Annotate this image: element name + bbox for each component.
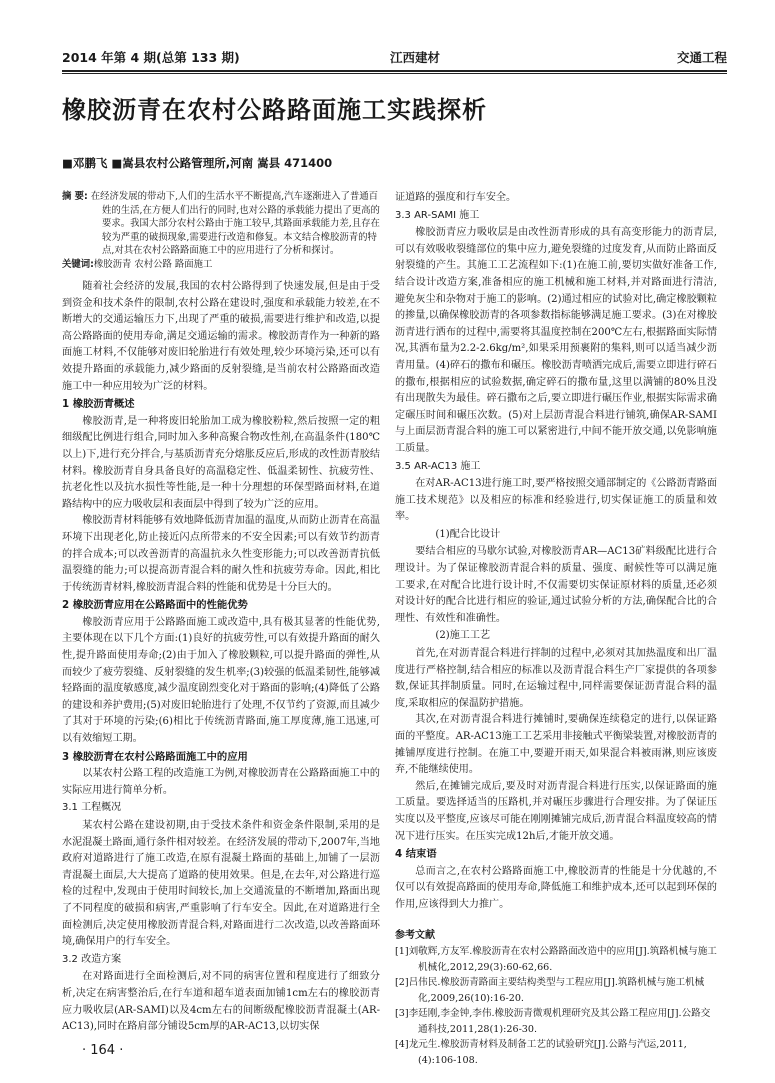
paragraph: 橡胶沥青材料能够有效地降低沥青加温的温度,从而防止沥青在高温环境下出现老化,防止接近闪点所带来的不安全因素;可以有效节约沥青的拌合成本;可以改善沥青的高温抗永久性变形能力;可以改善沥青抗低温裂缝的能力;可以提高沥青混合料的耐久性和抗疲劳寿命。因此,相比于传统沥青材料,橡胶沥青混合料的性能和优势是十分巨大的。 <box>62 515 380 593</box>
keywords: 橡胶沥青 农村公路 路面施工 <box>93 258 213 270</box>
paragraph: 其次,在对沥青混合料进行摊铺时,要确保连续稳定的进行,以保证路面的平整度。AR-AC13施工工艺采用非接触式平衡梁装置,对橡胶沥青的摊铺厚度进行控制。在施工中,要避开雨天,如果混合料被雨淋,则应该废弃,不能继续使用。 <box>395 714 717 776</box>
header-rule-thin <box>62 73 727 74</box>
page-number: · 164 · <box>82 1043 124 1058</box>
paragraph: 橡胶沥青,是一种将废旧轮胎加工成为橡胶粉粒,然后按照一定的粗细级配比例进行组合,同时加入多种高聚合物改性剂,在高温条件(180℃以上)下,进行充分拌合,与基质沥青充分熔胀反应后,形成的改性沥青胶结材料。橡胶沥青自身具备良好的高温稳定性、低温柔韧性、抗疲劳性、抗老化性以及抗水损性等性能,是一种十分理想的环保型路面材料,在道路结构中的应力吸收层和表面层中得到了较为广泛的应用。 <box>62 415 380 510</box>
sub-subsection-heading: (1)配合比设计 <box>435 528 501 540</box>
header-rule <box>62 70 727 72</box>
issue-info: 2014 年第 4 期(总第 133 期) <box>62 50 240 65</box>
subsection-heading-3-2: 3.2 改造方案 <box>62 953 122 965</box>
paragraph: 首先,在对沥青混合料进行拌制的过程中,必须对其加热温度和出厂温度进行严格控制,结合相应的标准以及沥青混合料生产厂家提供的各项参数,保证其拌制质量。同时,在运输过程中,同样需要保证沥青混合料的温度,采取相应的保温防护措施。 <box>395 648 717 709</box>
reference-item: [3]李廷刚,李金钟,李伟.橡胶沥青微观机理研究及其公路工程应用[J].公路交通科技,2011,28(1):26-30. <box>395 1008 711 1035</box>
abstract-text: 在经济发展的带动下,人们的生活水平不断提高,汽车逐渐进入了普通百姓的生活,在方便人们出行的同时,也对公路的承载能力提出了更高的要求。我国大部分农村公路由于施工较早,其路面承载能力差,且存在较为严重的破损现象,需要进行改造和修复。本文结合橡胶沥青的特点,对其在农村公路路面施工中的应用进行了分析和探讨。 <box>90 191 380 256</box>
article-title: 橡胶沥青在农村公路路面施工实践探析 <box>62 96 487 124</box>
left-column <box>62 190 380 1036</box>
references-heading: 参考文献 <box>395 929 435 941</box>
section-heading-3: 3 橡胶沥青在农村公路路面施工中的应用 <box>62 750 248 763</box>
abstract-label: 摘 要: <box>62 191 88 202</box>
reference-item: [1]刘敬辉,方友军.橡胶沥青在农村公路路面改造中的应用[J].筑路机械与施工机械化,2012,29(3):60-62,66. <box>395 946 717 973</box>
running-header <box>62 40 727 66</box>
journal-name: 江西建材 <box>390 50 441 65</box>
section-heading-4: 4 结束语 <box>395 848 437 861</box>
paragraph: 某农村公路在建设初期,由于受技术条件和资金条件限制,采用的是水泥混凝土路面,通行条件相对较差。在经济发展的带动下,2007年,当地政府对道路进行了施工改造,在原有混凝土路面的基础上,加铺了一层沥青混凝土面层,大大提高了道路的使用效果。但是,在去年,对公路进行巡检的过程中,发现由于使用时间较长,加上交通流量的不断增加,路面出现了不同程度的破损和病害,严重影响了行车安全。因此,在对道路进行全面检测后,决定使用橡胶沥青混合料,对路面进行二次改造,以改善路面环境,确保用户的行车安全。 <box>62 820 380 948</box>
author-line: ■邓鹏飞 ■嵩县农村公路管理所,河南 嵩县 471400 <box>62 156 333 170</box>
paragraph: 总而言之,在农村公路路面施工中,橡胶沥青的性能是十分优越的,不仅可以有效提高路面的使用寿命,降低施工和维护成本,还可以起到环保的作用,应该得到大力推广。 <box>395 865 717 910</box>
section-name: 交通工程 <box>676 50 727 65</box>
paragraph: 要结合相应的马歇尔试验,对橡胶沥青AR—AC13矿料级配比进行合理设计。为了保证橡胶沥青混合料的质量、强度、耐候性等可以满足施工要求,在对配合比进行设计时,不仅需要切实保证原材料的质量,还必须对设计好的配合比进行相应的验证,通过试验分析的方法,确保配合比的合理性、有效性和准确性。 <box>395 546 717 624</box>
section-heading-2: 2 橡胶沥青应用在公路路面中的性能优势 <box>62 599 248 612</box>
sub-subsection-heading: (2)施工工艺 <box>435 630 491 642</box>
paragraph: 以某农村公路工程的改造施工为例,对橡胶沥青在公路路面施工中的实际应用进行简单分析。 <box>62 768 380 796</box>
keywords-label: 关键词: <box>62 258 94 270</box>
reference-item: [2]吕伟民.橡胶沥青路面主要结构类型与工程应用[J].筑路机械与施工机械化,2009,26(10):16-20. <box>395 977 705 1004</box>
paragraph: 然后,在摊铺完成后,要及时对沥青混合料进行压实,以保证路面的施工质量。要选择适当的压路机,并对碾压步骤进行合理安排。为了保证压实度以及平整度,应该尽可能在刚刚摊铺完成后,沥青混合料温度较高的情况下进行压实。在压实完成12h后,才能开放交通。 <box>395 780 717 842</box>
right-column <box>395 190 717 1068</box>
intro-paragraph: 随着社会经济的发展,我国的农村公路得到了快速发展,但是由于受到资金和技术条件的限制,农村公路在建设时,强度和承载能力较差,在不断增大的交通运输压力下,出现了严重的破损,需要进行维护和改造,以提高公路路面的使用寿命,满足交通运输的需求。橡胶沥青作为一种新的路面施工材料,不仅能够对废旧轮胎进行有效处理,较少环境污染,还可以有效提升路面的承载能力,减少路面的反射裂缝,是当前农村公路路面改造施工中一种应用较为广泛的材料。 <box>62 281 380 392</box>
paragraph: 橡胶沥青应力吸收层是由改性沥青形成的具有高变形能力的沥青层,可以有效吸收裂缝部位的集中应力,避免裂缝的过度发育,从而防止路面反射裂缝的产生。其施工工艺流程如下:(1)在施工前,要切实做好准备工作,结合设计改造方案,准备相应的施工机械和施工材料,并对路面进行清洁,避免灰尘和杂物对于施工的影响。(2)通过相应的试验对比,确定橡胶颗粒的掺量,以确保橡胶沥青的各项参数指标能够满足施工要求。(3)在对橡胶沥青进行洒布的过程中,需要将其温度控制在200℃左右,根据路面实际情况,其洒布量为2.2-2.6kg/m²,如果采用预裹附的集料,则可以适当减少沥青用量。(4)碎石的撒布和碾压。橡胶沥青喷洒完成后,需要立即进行碎石的撒布,根据相应的试验数据,确定碎石的撒布量,这里以满铺的80%且没有出现散失为最佳。碎石撒布之后,要立即进行碾压作业,根据实际需求确定碾压时间和碾压次数。(5)对上层沥青混合料进行铺筑,确保AR-SAMI与上面层沥青混合料的施工可以紧密进行,中间不能开放交通,以免影响施工质量。 <box>395 227 717 454</box>
subsection-heading-3-3: 3.3 AR-SAMI 施工 <box>395 209 480 221</box>
subsection-heading-3-5: 3.5 AR-AC13 施工 <box>395 460 481 472</box>
section-heading-1: 1 橡胶沥青概述 <box>62 398 135 411</box>
reference-item: [4]龙元生.橡胶沥青材料及制备工艺的试验研究[J].公路与汽运,2011,(4):106-108. <box>395 1039 687 1066</box>
subsection-heading-3-1: 3.1 工程概况 <box>62 802 122 814</box>
paragraph: 在对AR-AC13进行施工时,要严格按照交通部制定的《公路沥青路面施工技术规范》以及相应的标准和经验进行,切实保证施工的质量和效率。 <box>395 478 717 523</box>
paragraph: 证道路的强度和行车安全。 <box>395 192 517 203</box>
paragraph: 在对路面进行全面检测后,对不同的病害位置和程度进行了细致分析,决定在病害整治后,在行车道和超车道表面加铺1cm左右的橡胶沥青应力吸收层(AR-SAMI)以及4cm左右的间断级配橡胶沥青混凝土(AR-AC13),同时在路肩部分铺设5cm厚的AR-AC13,以切实保 <box>62 971 380 1033</box>
abstract <box>62 190 380 271</box>
paragraph: 橡胶沥青应用于公路路面施工或改造中,具有极其显著的性能优势,主要体现在以下几个方面:(1)良好的抗疲劳性,可以有效提升路面的耐久性,提升路面使用寿命;(2)由于加入了橡胶颗粒,可以提升路面的弹性,从而较少了疲劳裂缝、反射裂缝的发生机率;(3)较强的低温柔韧性,能够减轻路面的温度敏感度,减少温度剧烈变化对于路面的影响;(4)降低了公路的建设和养护费用;(5)对废旧轮胎进行了处理,不仅节约了资源,而且减少了其对于环境的污染;(6)相比于传统沥青路面,施工厚度薄,施工迅速,可以有效缩短工期。 <box>62 616 380 745</box>
